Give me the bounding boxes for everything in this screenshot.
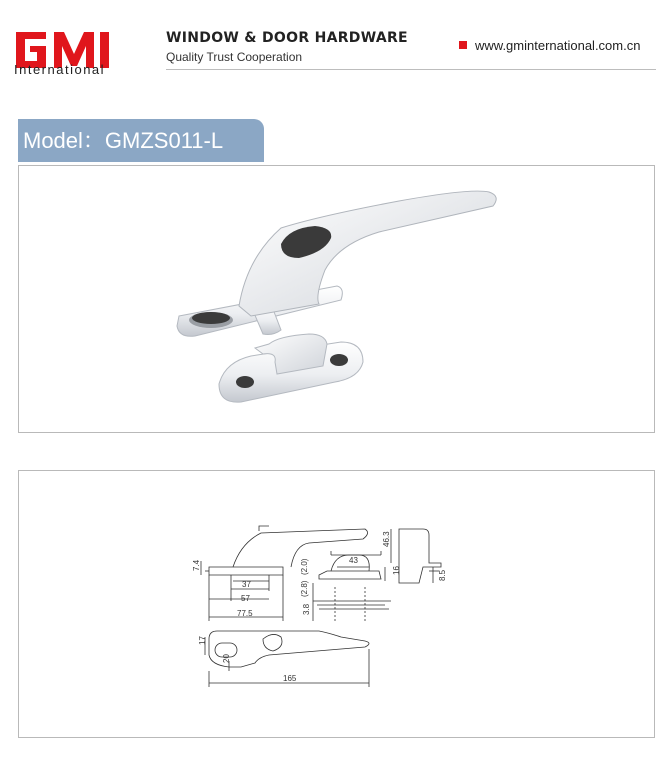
dim-37: 37 [242,580,251,589]
dim-77-5: 77.5 [237,609,253,618]
website-text: www.gminternational.com.cn [475,38,641,53]
technical-drawing [19,471,654,737]
dim-17: 17 [198,636,207,645]
dim-165: 165 [283,674,297,683]
dim-2-0: (2.0) [300,558,309,575]
product-image [19,166,654,432]
red-square-icon [459,41,467,49]
dim-16: 16 [392,566,401,575]
dim-3-8: 3.8 [302,603,311,615]
dim-57: 57 [241,594,250,603]
technical-drawing-panel [18,470,655,738]
website-link[interactable] [459,38,640,53]
header-title: WINDOW & DOOR HARDWARE [166,30,408,46]
dim-2-8: (2.8) [300,580,309,597]
dim-20: 20 [222,654,231,663]
dim-8-5: 8.5 [438,569,447,581]
header-tagline: Quality Trust Cooperation [166,50,303,64]
model-label: Model：GMZS011-L [18,119,264,162]
dim-7-4: 7.4 [192,559,201,571]
dim-46-3: 46.3 [382,531,391,547]
product-photo-panel [18,165,655,433]
header-divider [166,69,656,70]
logo-subtitle: International [14,62,106,77]
dim-43: 43 [349,556,358,565]
